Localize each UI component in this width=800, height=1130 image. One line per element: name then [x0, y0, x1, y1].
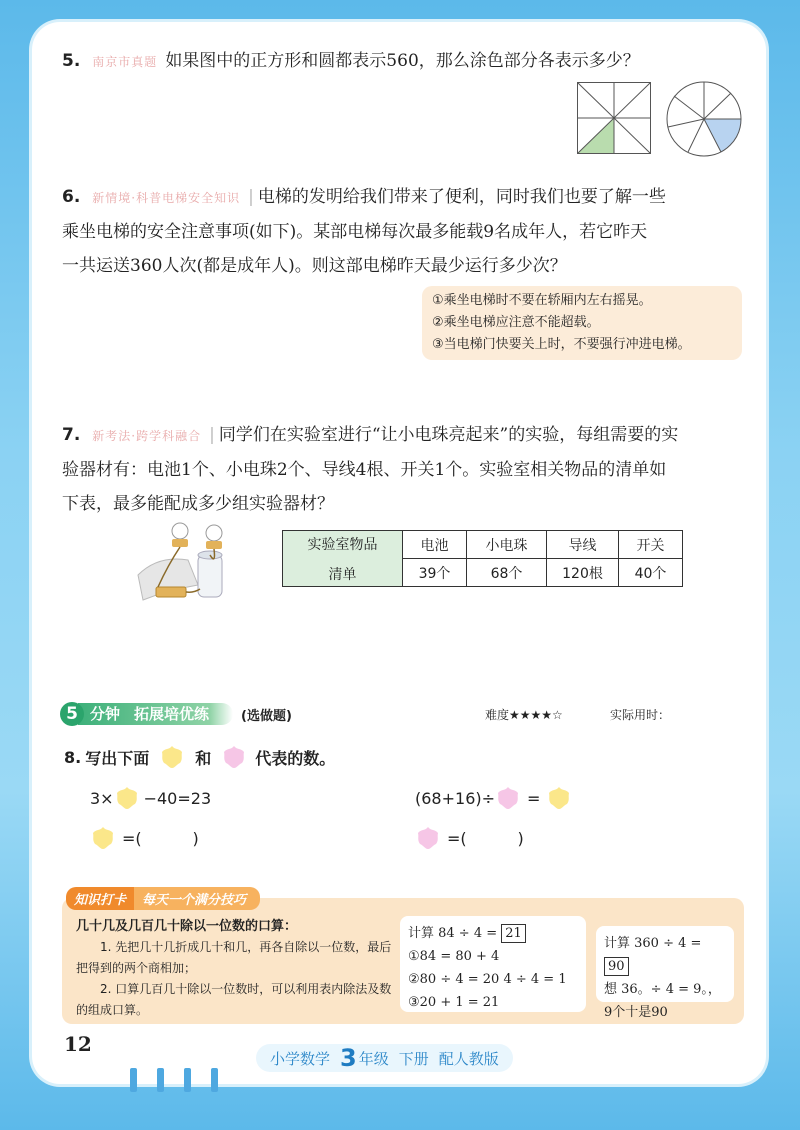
- question-text: 如果图中的正方形和圆都表示560，那么涂色部分各表示多少？: [165, 51, 640, 71]
- section-subtitle: (选做题): [241, 708, 292, 724]
- pink-flower-icon: [495, 785, 521, 811]
- table-cell: 小电珠: [467, 531, 547, 559]
- question-5: [62, 44, 752, 79]
- question-text-line1: 同学们在实验室进行“让小电珠亮起来”的实验，每组需要的实: [218, 425, 679, 445]
- table-cell: 68个: [467, 559, 547, 587]
- pink-flower-icon: [415, 825, 441, 851]
- section-title: 分钟 拓展培优练: [78, 703, 233, 725]
- question-number: 6.: [62, 187, 81, 207]
- equation-1: 3× −40=23: [90, 785, 211, 811]
- yellow-flower-icon: [159, 744, 185, 770]
- circuit-illustration: [128, 515, 238, 610]
- section-number: 5: [60, 702, 84, 726]
- question-text-line2: 乘坐电梯的安全注意事项(如下)。某部电梯每次最多能载9名成年人，若它昨天: [62, 222, 648, 242]
- decorative-marks: [130, 1068, 218, 1092]
- yellow-flower-icon: [546, 785, 572, 811]
- book-footer: 小学数学 3 年级 下册 配人教版: [256, 1044, 513, 1072]
- note-item: ②乘坐电梯应注意不能超载。: [432, 315, 600, 330]
- answer-2[interactable]: =( ): [415, 825, 524, 851]
- square-figure: [577, 82, 651, 154]
- question-number: 7.: [62, 425, 81, 445]
- table-cell: 开关: [619, 531, 683, 559]
- tip-paragraph: 2. 口算几百几十除以一位数时，可以利用表内除法及数的组成口算。: [76, 982, 392, 1017]
- question-text-line3: 一共运送360人次(都是成年人)。则这部电梯昨天最少运行多少次？: [62, 256, 567, 276]
- inventory-table: [282, 530, 683, 587]
- table-cell: 导线: [547, 531, 619, 559]
- tip-heading: 几十几及几百几十除以一位数的口算：: [76, 919, 298, 934]
- question-7: 7. 新考法·跨学科融合 | 同学们在实验室进行“让小电珠亮起来”的实验，每组需要的实 验器材有：电池1个、小电珠2个、导线4根、开关1个。实验室相关物品的清单如 下表，最多能配成多少组实验器材？: [62, 418, 752, 521]
- tip-explanation: [76, 916, 396, 1021]
- question-tag: 新情境·科普电梯安全知识: [92, 191, 241, 205]
- pink-flower-icon: [221, 744, 247, 770]
- equation-2: (68+16)÷ =: [415, 785, 572, 811]
- question-8: [64, 744, 345, 770]
- note-item: ③当电梯门快要关上时，不要强行冲进电梯。: [432, 337, 691, 352]
- question-number: 5.: [62, 51, 81, 71]
- circle-figure: [666, 81, 742, 157]
- page-number: 12: [64, 1032, 92, 1056]
- tip-title: 知识打卡 每天一个满分技巧: [66, 886, 260, 910]
- question-text: 写出下面: [85, 748, 150, 768]
- yellow-flower-icon: [114, 785, 140, 811]
- question-text-line1: 电梯的发明给我们带来了便利，同时我们也要了解一些: [257, 187, 666, 207]
- question-6: 6. 新情境·科普电梯安全知识 | 电梯的发明给我们带来了便利，同时我们也要了解一些 乘坐电梯的安全注意事项(如下)。某部电梯每次最多能载9名成年人，若它昨天 一共运送360人次(都是成年人)。则这部电梯昨天最少运行多少次？: [62, 180, 752, 283]
- question-text: 和: [195, 748, 212, 768]
- yellow-flower-icon: [90, 825, 116, 851]
- question-number: 8.: [64, 747, 82, 767]
- question-text: 代表的数。: [255, 748, 336, 768]
- example-card-2: 计算 360 ÷ 4 = 90 想 36。÷ 4 = 9。， 9个十是90: [596, 926, 734, 1002]
- question-tag: 南京市真题: [92, 55, 158, 69]
- time-used-label: 实际用时：: [610, 708, 671, 722]
- table-cell: 电池: [403, 531, 467, 559]
- table-cell: 39个: [403, 559, 467, 587]
- difficulty-rating: 难度★★★★☆: [485, 708, 563, 722]
- answer-1[interactable]: =( ): [90, 825, 199, 851]
- table-row-header: 实验室物品 清单: [283, 531, 403, 587]
- note-item: ①乘坐电梯时不要在轿厢内左右摇晃。: [432, 293, 652, 308]
- tip-paragraph: 1. 先把几十几折成几十和几，再各自除以一位数，最后把得到的两个商相加；: [76, 940, 392, 975]
- section-banner: [60, 700, 292, 728]
- safety-notes: [422, 286, 742, 360]
- table-cell: 40个: [619, 559, 683, 587]
- question-text-line2: 验器材有：电池1个、小电珠2个、导线4根、开关1个。实验室相关物品的清单如: [62, 460, 667, 480]
- question-tag: 新考法·跨学科融合: [92, 429, 202, 443]
- question-text-line3: 下表，最多能配成多少组实验器材？: [62, 494, 334, 514]
- example-card-1: 计算 84 ÷ 4 = 21 ①84 = 80 + 4 ②80 ÷ 4 = 20 4 ÷ 4 = 1 ③20 + 1 = 21: [400, 916, 586, 1012]
- table-cell: 120根: [547, 559, 619, 587]
